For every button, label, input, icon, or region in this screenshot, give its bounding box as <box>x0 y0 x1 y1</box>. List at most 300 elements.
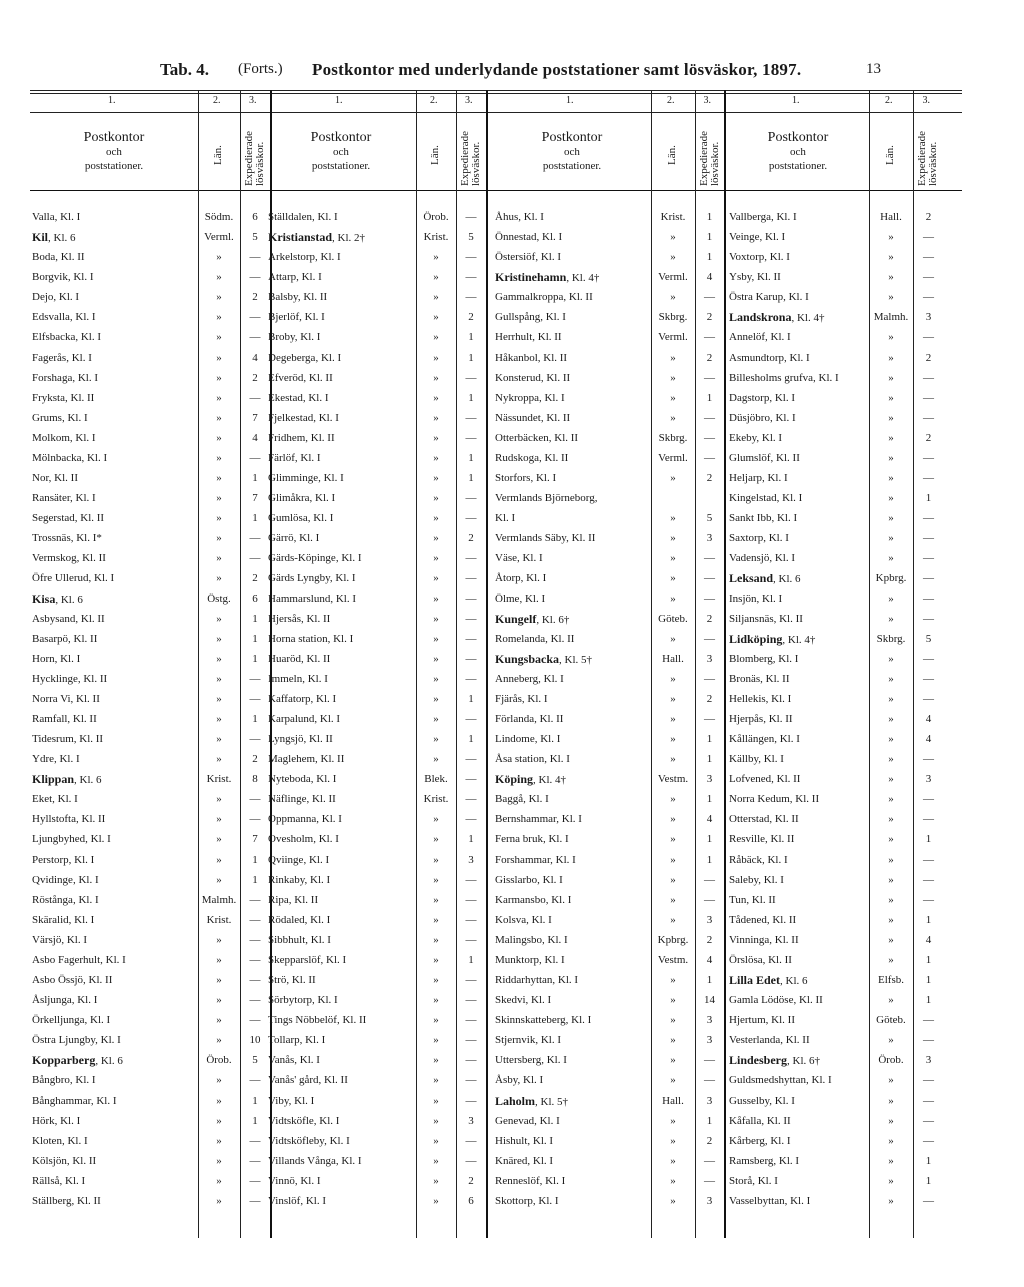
table-row <box>493 1070 724 1090</box>
expedierade-value: — <box>704 1174 715 1187</box>
lan-value: » <box>888 612 894 625</box>
station-name <box>268 1151 412 1171</box>
station-name <box>268 247 412 267</box>
table-row <box>266 508 486 528</box>
station-name <box>495 327 647 347</box>
expedierade-value: — <box>923 753 934 766</box>
expedierade-value: 5 <box>252 231 258 244</box>
station-name <box>495 548 647 568</box>
table-row <box>30 448 270 468</box>
station-label: Kl. I <box>495 512 516 525</box>
table-row <box>30 609 270 629</box>
table-row <box>266 227 486 247</box>
table-row <box>727 428 944 448</box>
table-row <box>727 1191 944 1211</box>
lan-value: » <box>216 1094 222 1107</box>
station-name <box>32 1191 194 1211</box>
station-name <box>268 1111 412 1131</box>
lan-value: Verml. <box>204 231 234 244</box>
station-label: Tådened, Kl. II <box>729 913 797 926</box>
lan-value: » <box>670 552 676 565</box>
station-label: Tollarp, Kl. I <box>268 1034 326 1047</box>
expedierade-value: — <box>465 1154 477 1167</box>
expedierade-value: — <box>249 1134 261 1147</box>
expedierade-value: 4 <box>706 813 713 826</box>
lan-value: » <box>888 431 894 444</box>
station-label: Fridhem, Kl. II <box>268 431 335 444</box>
station-label: Saxtorp, Kl. I <box>729 532 789 545</box>
expedierade-value: — <box>923 291 934 304</box>
lan-value: » <box>888 873 894 886</box>
expedierade-value: — <box>923 331 934 344</box>
expedierade-value: 5 <box>252 1054 258 1067</box>
station-name <box>495 468 647 488</box>
station-label: Vadensjö, Kl. I <box>729 552 795 565</box>
expedierade-value: — <box>249 733 261 746</box>
table-row <box>30 368 270 388</box>
expedierade-value: — <box>249 1194 261 1207</box>
expedierade-value: 1 <box>925 994 932 1007</box>
lan-value: Elfsb. <box>878 974 904 987</box>
station-name <box>729 207 865 227</box>
lan-value: » <box>888 451 894 464</box>
expedierade-value: 1 <box>468 391 474 404</box>
lan-value: » <box>670 1014 676 1027</box>
station-name <box>268 870 412 890</box>
station-name <box>729 769 865 789</box>
lan-value: » <box>433 652 439 665</box>
expedierade-value: — <box>704 451 715 464</box>
expedierade-value: — <box>923 251 934 264</box>
station-label: Knäred, Kl. I <box>495 1154 554 1167</box>
column-number: 1. <box>566 95 574 106</box>
station-label: Valla, Kl. I <box>32 211 81 223</box>
lan-value: » <box>433 1054 439 1067</box>
station-label: Anneberg, Kl. I <box>495 672 564 685</box>
expedierade-value: 2 <box>925 351 932 364</box>
station-label: Otterstad, Kl. II <box>729 813 799 826</box>
table-row <box>30 729 270 749</box>
lan-value: » <box>433 411 439 424</box>
lan-value: » <box>888 1194 894 1207</box>
subheader-rule <box>30 112 962 113</box>
table-row <box>727 930 944 950</box>
lan-value: » <box>216 451 222 464</box>
station-name <box>495 1030 647 1050</box>
station-name <box>32 428 194 448</box>
table-row <box>266 348 486 368</box>
station-label: , Kl. 4† <box>791 312 825 325</box>
lan-value: » <box>433 271 439 284</box>
expedierade-value: 3 <box>706 652 713 665</box>
station-label: Åtorp, Kl. I <box>495 572 547 585</box>
table-row <box>727 749 944 769</box>
station-label: Vallberga, Kl. I <box>729 211 797 223</box>
expedierade-value: — <box>249 451 261 464</box>
table-row <box>493 589 724 609</box>
page-number: 13 <box>866 61 881 77</box>
station-label: Huaröd, Kl. II <box>268 652 331 665</box>
table-row <box>493 950 724 970</box>
station-name <box>32 1171 194 1191</box>
expedierade-value: — <box>249 331 261 344</box>
station-label: Vidtsköfleby, Kl. I <box>268 1134 350 1147</box>
expedierade-value: 1 <box>468 833 474 846</box>
expedierade-value: — <box>465 1034 477 1047</box>
expedierade-value: — <box>465 873 477 886</box>
column-number: 3. <box>703 95 711 106</box>
station-label: , Kl. 6 <box>95 1055 123 1068</box>
station-name <box>495 307 647 327</box>
station-label: Gisslarbo, Kl. I <box>495 873 563 886</box>
expedierade-value: — <box>249 893 261 906</box>
lan-value: » <box>216 713 222 725</box>
station-label: Östra Ljungby, Kl. I <box>32 1034 121 1047</box>
expedierade-value: — <box>704 713 715 725</box>
station-label: Annelöf, Kl. I <box>729 331 791 344</box>
table-row <box>266 287 486 307</box>
header-och: och <box>564 146 580 158</box>
station-label: Väse, Kl. I <box>495 552 543 565</box>
lan-value: » <box>433 672 439 685</box>
table-row <box>727 809 944 829</box>
lan-value: Verml. <box>658 451 688 464</box>
station-label: Skedvi, Kl. I <box>495 994 552 1007</box>
table-row <box>727 1171 944 1191</box>
column-header-postkontor <box>727 130 869 173</box>
table-row <box>727 528 944 548</box>
station-label: Villands Vånga, Kl. I <box>268 1154 362 1167</box>
table-row <box>493 408 724 428</box>
expedierade-value: — <box>465 1094 477 1107</box>
station-label: Ysby, Kl. II <box>729 271 781 284</box>
column-number: 2. <box>213 95 221 106</box>
header-expedierade: Expedierade <box>243 131 255 186</box>
lan-value: » <box>433 391 439 404</box>
station-name <box>729 649 865 669</box>
station-label: Vanås' gård, Kl. II <box>268 1074 348 1087</box>
table-row <box>727 789 944 809</box>
station-name <box>495 629 647 649</box>
table-row <box>30 1010 270 1030</box>
table-row <box>30 950 270 970</box>
station-name <box>32 307 194 327</box>
expedierade-value: — <box>249 251 261 264</box>
lan-value: » <box>433 572 439 585</box>
expedierade-value: 2 <box>706 351 713 364</box>
table-row <box>30 1070 270 1090</box>
lan-value: » <box>433 753 439 766</box>
column-header-lan: Län. <box>666 145 678 165</box>
station-label: Örslösa, Kl. II <box>729 953 792 966</box>
station-label: Ställdalen, Kl. I <box>268 211 338 223</box>
station-label: Dagstorp, Kl. I <box>729 391 795 404</box>
station-label: Röstånga, Kl. I <box>32 893 99 906</box>
station-label: Råbäck, Kl. I <box>729 853 788 866</box>
expedierade-value: — <box>465 913 477 926</box>
station-name <box>729 408 865 428</box>
lan-value: » <box>888 231 894 244</box>
expedierade-value: 3 <box>468 853 474 866</box>
lan-value: » <box>888 933 894 946</box>
table-row <box>493 287 724 307</box>
station-label: Attarp, Kl. I <box>268 271 322 284</box>
table-row <box>727 890 944 910</box>
expedierade-value: — <box>704 1154 715 1167</box>
table-row <box>30 348 270 368</box>
lan-value: » <box>433 1154 439 1167</box>
station-label: Vinslöf, Kl. I <box>268 1194 327 1207</box>
station-name <box>729 689 865 709</box>
station-name <box>268 1131 412 1151</box>
station-label: Glimåkra, Kl. I <box>268 492 336 505</box>
table-row <box>493 227 724 247</box>
column-header-postkontor <box>30 130 198 173</box>
station-label: Gullspång, Kl. I <box>495 311 566 324</box>
table-row <box>727 970 944 990</box>
expedierade-value: 2 <box>706 933 713 946</box>
station-name <box>268 468 412 488</box>
lan-value: » <box>888 833 894 846</box>
lan-value: » <box>888 371 894 384</box>
station-label: Ferna bruk, Kl. I <box>495 833 569 846</box>
lan-value: » <box>888 592 894 605</box>
table-row <box>30 589 270 609</box>
station-name <box>32 649 194 669</box>
postkontor-name: Kristinehamn <box>495 270 567 285</box>
table-row <box>493 870 724 890</box>
table-row <box>727 1010 944 1030</box>
expedierade-value: — <box>923 271 934 284</box>
station-name <box>32 1131 194 1151</box>
expedierade-value: 1 <box>925 492 932 505</box>
station-name <box>32 227 194 248</box>
station-label: Hycklinge, Kl. II <box>32 672 108 685</box>
table-row <box>266 950 486 970</box>
lan-value: » <box>216 1014 222 1027</box>
station-name <box>495 1111 647 1131</box>
table-row <box>493 649 724 669</box>
station-name <box>729 327 865 347</box>
station-label: Romelanda, Kl. II <box>495 632 575 645</box>
lan-value: » <box>216 492 222 505</box>
table-row <box>266 1070 486 1090</box>
header-poststationer: poststationer. <box>768 160 828 172</box>
lan-value: » <box>888 271 894 284</box>
station-name <box>268 448 412 468</box>
lan-value: » <box>216 652 222 665</box>
station-name <box>268 970 412 990</box>
lan-value: » <box>888 692 894 705</box>
lan-value: » <box>433 512 439 525</box>
station-label: Håkanbol, Kl. II <box>495 351 568 364</box>
lan-value: » <box>888 532 894 545</box>
lan-value: » <box>888 853 894 866</box>
station-name <box>32 729 194 749</box>
expedierade-value: — <box>465 271 477 284</box>
station-name <box>729 729 865 749</box>
station-label: Gamla Lödöse, Kl. II <box>729 994 823 1007</box>
table-row <box>493 1131 724 1151</box>
lan-value: » <box>216 612 222 625</box>
table-row <box>266 609 486 629</box>
station-label: Renneslöf, Kl. I <box>495 1174 566 1187</box>
table-number: Tab. 4. <box>160 60 209 79</box>
lan-value: » <box>216 733 222 746</box>
table-row <box>266 1131 486 1151</box>
lan-value: » <box>433 974 439 987</box>
lan-value: » <box>670 753 676 766</box>
station-label: Hjerpås, Kl. II <box>729 713 793 725</box>
expedierade-value: 1 <box>468 351 474 364</box>
station-label: Malingsbo, Kl. I <box>495 933 568 946</box>
station-name <box>729 629 865 650</box>
station-label: Sankt Ibb, Kl. I <box>729 512 798 525</box>
expedierade-value: — <box>923 532 934 545</box>
header-postkontor: Postkontor <box>541 130 603 145</box>
table-row <box>727 307 944 327</box>
header-poststationer: poststationer. <box>84 160 144 172</box>
station-label: Baggå, Kl. I <box>495 793 549 806</box>
table-row <box>727 1091 944 1111</box>
expedierade-value: 1 <box>706 1114 713 1127</box>
station-name <box>729 247 865 267</box>
station-label: Heljarp, Kl. I <box>729 472 788 485</box>
table-row <box>493 1111 724 1131</box>
expedierade-value: — <box>923 1014 934 1027</box>
station-name <box>729 307 865 328</box>
lan-value: » <box>670 1174 676 1187</box>
table-row <box>493 930 724 950</box>
station-label: Ydre, Kl. I <box>32 753 80 766</box>
station-name <box>268 1171 412 1191</box>
station-name <box>495 348 647 368</box>
table-row <box>30 1151 270 1171</box>
postkontor-name: Kristianstad <box>268 230 333 245</box>
table-row <box>493 769 724 789</box>
station-label: Perstorp, Kl. I <box>32 853 95 866</box>
expedierade-value: 1 <box>706 974 713 987</box>
table-row <box>30 689 270 709</box>
expedierade-value: 1 <box>468 953 474 966</box>
header-och: och <box>333 146 349 158</box>
lan-value: » <box>216 512 222 525</box>
station-label: , Kl. 6 <box>74 774 102 787</box>
table-row <box>493 970 724 990</box>
station-label: Boda, Kl. II <box>32 251 85 264</box>
lan-value: » <box>670 632 676 645</box>
expedierade-value: — <box>465 652 477 665</box>
expedierade-value: — <box>923 793 934 806</box>
table-row <box>727 548 944 568</box>
lan-value: » <box>433 1034 439 1047</box>
table-row <box>30 910 270 930</box>
lan-value: » <box>433 692 439 705</box>
lan-value: Vestm. <box>657 953 689 966</box>
station-name <box>268 307 412 327</box>
station-name <box>268 850 412 870</box>
lan-value: » <box>888 913 894 926</box>
station-label: Norra Vi, Kl. II <box>32 692 100 705</box>
lan-value: » <box>216 431 222 444</box>
lan-value: » <box>888 813 894 826</box>
station-label: Resville, Kl. II <box>729 833 795 846</box>
column-header-expedierade <box>917 118 939 186</box>
station-name <box>495 1091 647 1112</box>
station-name <box>495 729 647 749</box>
header-expedierade: Expedierade <box>698 131 710 186</box>
station-name <box>32 689 194 709</box>
station-name <box>729 488 865 508</box>
table-row <box>30 267 270 287</box>
lan-value: » <box>216 974 222 987</box>
expedierade-value: 1 <box>925 953 932 966</box>
station-label: Ovesholm, Kl. I <box>268 833 339 846</box>
lan-value: Blek. <box>424 773 448 786</box>
table-row <box>493 468 724 488</box>
table-row <box>266 1091 486 1111</box>
station-name <box>495 1050 647 1070</box>
expedierade-value: 1 <box>252 1114 258 1127</box>
station-label: Skäralid, Kl. I <box>32 913 95 926</box>
station-label: Vinnö, Kl. I <box>268 1174 321 1187</box>
lan-value: » <box>888 1174 894 1187</box>
expedierade-value: 1 <box>468 472 474 485</box>
station-label: Gärds Lyngby, Kl. I <box>268 572 356 585</box>
station-name <box>268 669 412 689</box>
expedierade-value: 1 <box>706 753 713 766</box>
expedierade-value: — <box>465 411 477 424</box>
expedierade-value: — <box>923 512 934 525</box>
lan-value: » <box>216 753 222 766</box>
station-label: Ramsberg, Kl. I <box>729 1154 800 1167</box>
lan-value: » <box>433 733 439 746</box>
station-name <box>729 829 865 849</box>
station-name <box>729 709 865 729</box>
station-name <box>495 408 647 428</box>
station-label: , Kl. 6† <box>536 613 570 626</box>
station-label: Billesholms grufva, Kl. I <box>729 371 839 384</box>
expedierade-value: 7 <box>252 833 258 846</box>
station-name <box>268 829 412 849</box>
expedierade-value: 4 <box>925 933 932 946</box>
expedierade-value: 1 <box>706 793 713 806</box>
expedierade-value: 3 <box>706 1034 713 1047</box>
station-name <box>729 1151 865 1171</box>
station-name <box>268 769 412 789</box>
station-label: Mölnbacka, Kl. I <box>32 451 108 464</box>
table-row <box>30 890 270 910</box>
station-label: Sörbytorp, Kl. I <box>268 994 338 1007</box>
station-label: Segerstad, Kl. II <box>32 512 105 525</box>
table-row <box>30 990 270 1010</box>
lan-value: » <box>670 1074 676 1087</box>
expedierade-value: — <box>923 672 934 685</box>
expedierade-value: — <box>923 893 934 906</box>
lan-value: » <box>216 251 222 264</box>
station-label: Düsjöbro, Kl. I <box>729 411 796 424</box>
station-name <box>268 709 412 729</box>
expedierade-value: — <box>923 411 934 424</box>
station-label: Qvidinge, Kl. I <box>32 873 99 886</box>
station-label: Horna station, Kl. I <box>268 632 354 645</box>
station-name <box>32 789 194 809</box>
station-label: Kloten, Kl. I <box>32 1134 88 1147</box>
station-name <box>495 669 647 689</box>
station-name <box>32 568 194 588</box>
table-row <box>266 1030 486 1050</box>
table-row <box>30 468 270 488</box>
